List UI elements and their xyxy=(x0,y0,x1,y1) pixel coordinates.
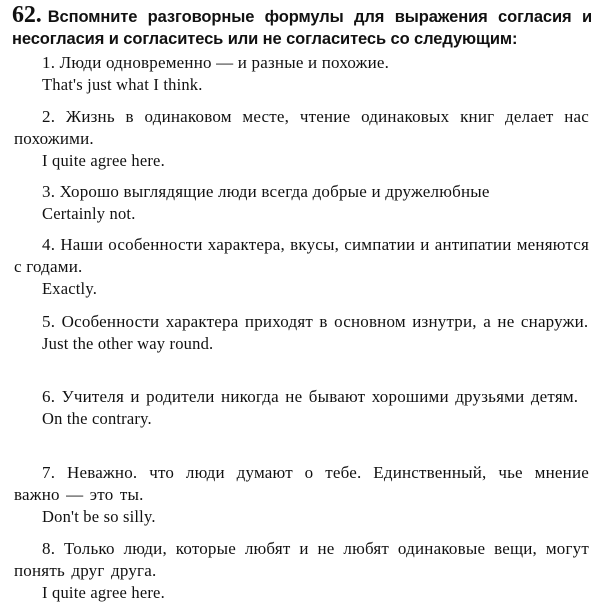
exercise-item-7 xyxy=(14,462,589,528)
item-response: Just the other way round. xyxy=(42,334,214,353)
item-response: That's just what I think. xyxy=(42,75,203,94)
item-statement: 4. Наши особенности характера, вкусы, симпатии и антипатии меняются с годами. xyxy=(14,235,589,276)
item-statement: 6. Учителя и родители никогда не бывают хорошими друзьями детям. xyxy=(42,387,579,406)
item-response: I quite agree here. xyxy=(42,151,165,170)
item-response: Certainly not. xyxy=(42,204,136,223)
item-response: Don't be so silly. xyxy=(42,507,156,526)
exercise-number: 62. xyxy=(12,2,42,28)
item-statement: 7. Неважно. что люди думают о тебе. Единственный, чье мнение важно — это ты. xyxy=(14,463,589,504)
exercise-item-8 xyxy=(14,538,589,604)
exercise-item-3 xyxy=(14,181,589,225)
item-statement: 2. Жизнь в одинаковом месте, чтение одинаковых книг делает нас похожими. xyxy=(14,107,589,148)
exercise-item-1 xyxy=(14,52,589,96)
item-statement: 5. Особенности характера приходят в основном изнутри, а не снаружи. xyxy=(42,312,589,331)
exercise-item-6 xyxy=(14,386,589,430)
exercise-item-2 xyxy=(14,106,589,172)
exercise-instruction: Вспомните разговорные формулы для выражения согласия и несогласия и согласитесь или не согласитесь со следующим: xyxy=(12,8,592,48)
item-response: Exactly. xyxy=(42,279,98,298)
item-statement: 8. Только люди, которые любят и не любят одинаковые вещи, могут понять друг друга. xyxy=(14,539,589,580)
item-response: On the contrary. xyxy=(42,409,152,428)
item-response: I quite agree here. xyxy=(42,583,165,602)
item-statement: 3. Хорошо выглядящие люди всегда добрые и дружелюбные xyxy=(42,182,490,201)
exercise-header xyxy=(12,4,592,50)
item-statement: 1. Люди одновременно — и разные и похожие. xyxy=(42,53,390,72)
exercise-item-4 xyxy=(14,234,589,300)
exercise-item-5 xyxy=(14,311,589,355)
